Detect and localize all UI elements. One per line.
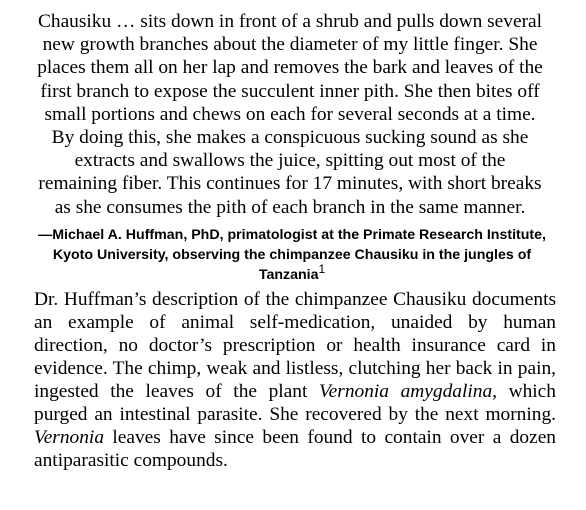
epigraph-attribution bbox=[34, 225, 550, 285]
body-paragraph bbox=[34, 288, 556, 473]
body-text-part-2: which purged an intestinal parasite. She recovered by the next morning. bbox=[34, 381, 556, 426]
genus-name-italic: Vernonia bbox=[34, 427, 105, 449]
body-text-part-3: leaves have since been found to contain over a dozen antiparasitic compounds. bbox=[34, 427, 556, 472]
footnote-reference[interactable]: 1 bbox=[318, 261, 326, 276]
body-text-part-1: Dr. Huffman’s description of the chimpanzee Chausiku documents an example of animal self-medication, unaided by human direction, no doctor’s prescription or health insurance card in evidence. The chimp, weak and listless, clutching her back in pain, ingested the leaves of the plant bbox=[34, 288, 556, 403]
attribution-text: —Michael A. Huffman, PhD, primatologist at the Primate Research Institute, Kyoto University, observing the chimpanzee Chausiku in the jungles of Tanzania bbox=[38, 226, 546, 283]
epigraph-quote: Chausiku … sits down in front of a shrub and pulls down several new growth branches about the diameter of my little finger. She places them all on her lap and removes the bark and leaves of the first branch to expose the succulent inner pith. She then bites off small portions and chews on each for several seconds at a time. By doing this, she makes a conspicuous sucking sound as she extracts and swallows the juice, spitting out most of the remaining fiber. This continues for 17 minutes, with short breaks as she consumes the pith of each branch in the same manner. bbox=[37, 11, 543, 218]
plant-name-italic: Vernonia amygdalina, bbox=[318, 381, 497, 403]
